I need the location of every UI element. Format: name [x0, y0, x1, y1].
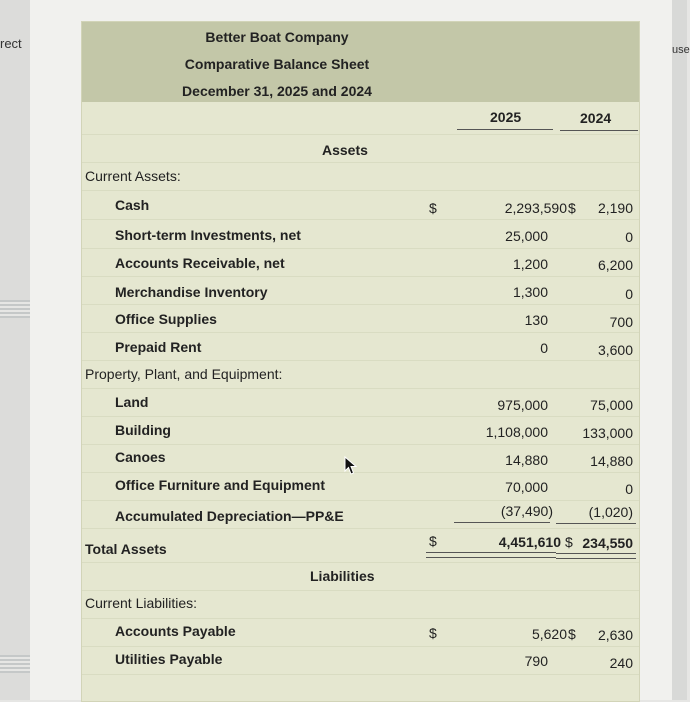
value-2025-canoes: 14,880 — [505, 452, 548, 468]
value-2025-short-term-investments: 25,000 — [505, 228, 548, 244]
value-2024-canoes: 14,880 — [590, 453, 633, 469]
right-edge-text: use — [672, 44, 690, 56]
row-label-accounts-receivable: Accounts Receivable, net — [115, 255, 285, 271]
value-2024-utilities-payable: 240 — [609, 655, 633, 671]
total-assets-label: Total Assets — [85, 541, 167, 557]
value-2024-accumulated-depreciation: (1,020) — [588, 504, 633, 520]
row-label-office-supplies: Office Supplies — [115, 311, 217, 327]
value-2025-building: 1,108,000 — [485, 424, 548, 440]
mouse-cursor-icon — [344, 456, 358, 476]
statement-title: Comparative Balance Sheet — [184, 56, 370, 72]
value-2024-office-furniture: 0 — [625, 481, 633, 497]
value-2025-land: 975,000 — [497, 397, 548, 413]
row-label-accounts-payable: Accounts Payable — [115, 623, 236, 639]
value-2025-prepaid-rent: 0 — [540, 340, 548, 356]
value-2025-utilities-payable: 790 — [524, 653, 548, 669]
value-2025-cash: 2,293,590 — [504, 200, 567, 216]
value-2025-total-assets: 4,451,610 — [498, 534, 561, 550]
left-edge-decoration — [0, 300, 30, 318]
left-window-edge — [0, 0, 31, 700]
dollar-sign: $ — [565, 534, 573, 550]
row-label-prepaid-rent: Prepaid Rent — [115, 339, 202, 355]
row-label-utilities-payable: Utilities Payable — [115, 651, 223, 667]
row-label-land: Land — [115, 394, 149, 410]
dollar-sign: $ — [429, 533, 437, 549]
value-2025-merchandise-inventory: 1,300 — [512, 284, 548, 300]
dollar-sign: $ — [429, 200, 437, 216]
dollar-sign: $ — [568, 200, 576, 216]
statement-date: December 31, 2025 and 2024 — [182, 83, 372, 99]
dollar-sign: $ — [568, 626, 576, 642]
company-name: Better Boat Company — [205, 29, 349, 45]
column-underline — [560, 130, 638, 131]
value-2025-office-supplies: 130 — [524, 312, 548, 328]
dollar-sign: $ — [429, 625, 437, 641]
value-2025-accounts-payable: 5,620 — [531, 626, 567, 642]
column-header-2024: 2024 — [580, 110, 612, 126]
value-2024-total-assets: 234,550 — [582, 535, 633, 551]
value-2024-merchandise-inventory: 0 — [625, 286, 633, 302]
subtotal-underline — [454, 522, 550, 523]
value-2024-prepaid-rent: 3,600 — [597, 342, 633, 358]
value-2024-land: 75,000 — [590, 397, 633, 413]
value-2025-accumulated-depreciation: (37,490) — [500, 503, 553, 519]
total-double-underline — [556, 553, 636, 559]
assets-heading: Assets — [322, 142, 368, 158]
current-liabilities-label: Current Liabilities: — [85, 595, 198, 611]
left-edge-text: rect — [0, 36, 22, 51]
column-underline — [457, 129, 553, 130]
row-label-office-furniture: Office Furniture and Equipment — [115, 477, 326, 493]
subtotal-underline — [556, 523, 636, 524]
value-2024-office-supplies: 700 — [609, 314, 633, 330]
row-label-short-term-investments: Short-term Investments, net — [115, 227, 301, 243]
row-label-merchandise-inventory: Merchandise Inventory — [115, 284, 268, 300]
row-label-cash: Cash — [115, 197, 150, 213]
balance-sheet-table — [81, 21, 640, 702]
worksheet — [30, 0, 672, 700]
row-label-accumulated-depreciation: Accumulated Depreciation—PP&E — [115, 508, 344, 524]
liabilities-heading: Liabilities — [310, 568, 375, 584]
value-2024-accounts-payable: 2,630 — [597, 627, 633, 643]
value-2024-building: 133,000 — [582, 425, 633, 441]
total-double-underline — [426, 552, 556, 558]
left-edge-decoration — [0, 655, 30, 673]
right-window-edge — [672, 0, 690, 700]
value-2024-cash: 2,190 — [597, 200, 633, 216]
ppe-label: Property, Plant, and Equipment: — [85, 366, 283, 382]
row-label-canoes: Canoes — [115, 449, 166, 465]
column-header-2025: 2025 — [490, 109, 522, 125]
value-2025-office-furniture: 70,000 — [505, 479, 548, 495]
value-2024-accounts-receivable: 6,200 — [597, 257, 633, 273]
current-assets-label: Current Assets: — [85, 168, 181, 184]
value-2025-accounts-receivable: 1,200 — [512, 256, 548, 272]
row-label-building: Building — [115, 422, 171, 438]
value-2024-short-term-investments: 0 — [625, 229, 633, 245]
